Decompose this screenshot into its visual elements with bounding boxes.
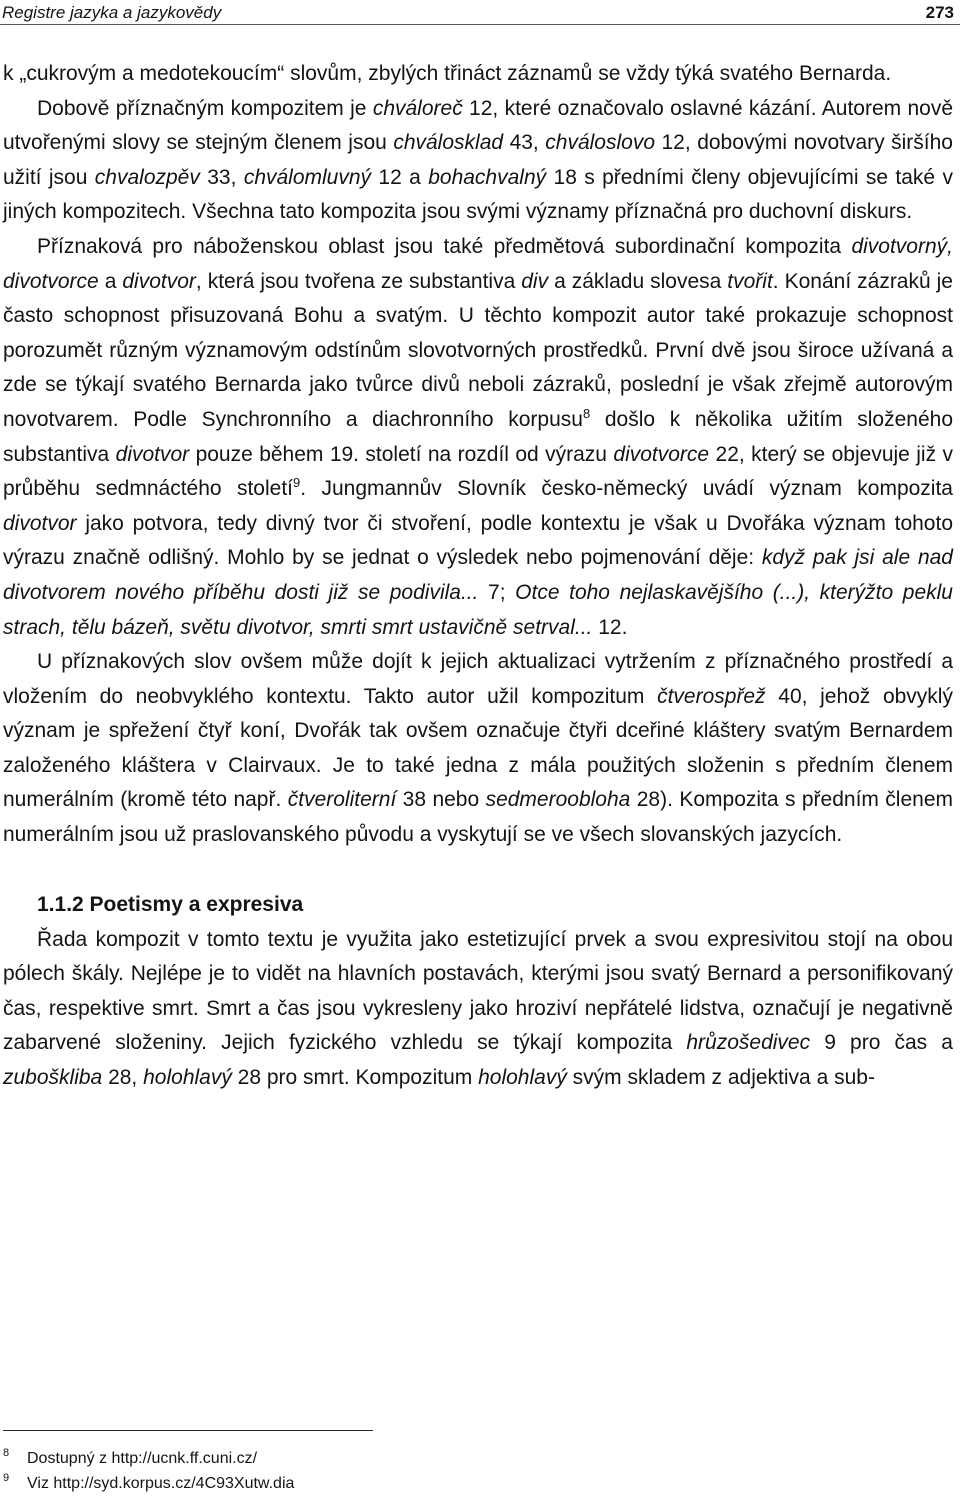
text-run: 28). Kompozita s předním členem numerálním jsou už praslovanského původu a vyskytují se ve všech slovanských jazycích. [3, 788, 953, 847]
text-run: 38 nebo [396, 788, 486, 812]
text-run: 7; [478, 580, 516, 604]
text-run: 12. [592, 615, 628, 639]
paragraph-3 [3, 230, 953, 645]
italic-term: holohlavý [478, 1066, 567, 1090]
footnote-rule [3, 1430, 373, 1431]
text-run: . Jungmannův Slovník česko-německý uvádí význam kompozita [300, 477, 953, 501]
text-run: 22, který se objevuje již v průběhu sedmnáctého století [3, 442, 953, 501]
text-run: 28 pro smrt. Kompozitum [231, 1066, 479, 1090]
text-run: 18 s předními členy objevujícími se také v jiných kompozitech. Všechna tato kompozita jsou svými významy příznačná pro duchovní diskurs. [3, 165, 953, 224]
italic-term: chválosklad [393, 131, 504, 155]
italic-term: čtveroliterní [287, 788, 397, 812]
body-text [3, 57, 953, 1096]
italic-term: holohlavý [143, 1066, 232, 1090]
italic-term: když pak jsi ale nad divotvorem nového příběhu dosti již se podivila... [3, 546, 953, 604]
italic-term: chválomluvný [243, 165, 372, 189]
italic-term: chváloslovo [545, 131, 655, 155]
italic-term: bohachvalný [428, 165, 547, 189]
italic-term: chvalozpěv [94, 165, 200, 189]
text-run: jako potvora, tedy divný tvor či stvoření, podle kontextu je však u Dvořáka význam tohoto výrazu značně odlišný. Mohlo by se jednat o výsledek nebo pojmenování děje: [3, 511, 953, 570]
italic-term: divotvorce [613, 442, 710, 466]
italic-term: zuboškliba [3, 1066, 103, 1090]
text-run: 28, [102, 1066, 144, 1090]
italic-term: div [521, 269, 549, 293]
italic-term: chváloreč [372, 96, 463, 120]
text-run: . Konání zázraků je často schopnost přisuzovaná Bohu a svatým. U těchto kompozit autor také prokazuje schopnost porozumět různým významovým odstínům slovotvorných prostředků. První dvě jsou široce užívaná a zde se týkají svatého Bernarda jako tvůrce divů neboli zázraků, poslední je však zřejmě autorovým novotvarem. Podle Synchronního a diachronního korpusu [3, 269, 953, 431]
paragraph-2 [3, 92, 953, 230]
footnote-number: 9 [3, 1472, 10, 1484]
text-run: Dobově příznačným kompozitem je [37, 96, 373, 120]
italic-term: divotvor [3, 511, 77, 535]
section-heading: 1.1.2 Poetismy a expresiva [37, 892, 304, 916]
text-run: 12, které označovalo oslavné kázání. Autorem nově utvořenými slovy se stejným členem jsou [3, 96, 953, 155]
text-run: 12 a [371, 165, 429, 189]
paragraph-1 [3, 57, 953, 92]
italic-term: hrůzošedivec [686, 1031, 811, 1055]
text-run: pouze během 19. století na rozdíl od výrazu [189, 442, 614, 466]
italic-term: divotvor [122, 269, 196, 293]
text-run: a [98, 269, 123, 293]
italic-term: sedmeroobloha [485, 788, 631, 812]
footnote-text: Viz http://syd.korpus.cz/4C93Xutw.dia [27, 1475, 295, 1492]
italic-term: divotvor [115, 442, 190, 466]
italic-term: čtverospřež [657, 684, 766, 708]
footnote-8 [3, 1449, 257, 1469]
header-rule [0, 24, 960, 25]
running-head: Registre jazyka a jazykovědy [2, 3, 222, 22]
footnote-text: Dostupný z http://ucnk.ff.cuni.cz/ [27, 1450, 258, 1467]
italic-term: tvořit [727, 269, 773, 293]
page-header [2, 0, 954, 26]
text-run: U příznakových slov ovšem může dojít k jejich aktualizaci vytržením z příznačného prostředí a vložením do neobvyklého kontextu. Takto autor užil kompozitum [3, 650, 953, 708]
text-run: a základu slovesa [548, 269, 728, 293]
text-run: Příznaková pro náboženskou oblast jsou také předmětová subordinační kompozita [37, 234, 852, 258]
paragraph-4 [3, 645, 953, 853]
footnote-9 [3, 1474, 294, 1494]
text-run: Řada kompozit v tomto textu je využita jako estetizující prvek a svou expresivitou stojí na obou pólech škály. Nejlépe je to vidět na hlavních postavách, kterými jsou svatý Bernard a personifikovaný čas, respektive smrt. Smrt a čas jsou vykresleny jako hroziví nepřátelé lidstva, označují je negativně zabarvené složeniny. Jejich fyzického vzhledu se týkají kompozita [3, 927, 953, 1055]
text-run: 12, dobovými novotvary širšího užití jsou [3, 131, 953, 189]
text-run: došlo k několika užitím složeného substantiva [3, 407, 953, 466]
footnote-number: 8 [3, 1447, 10, 1459]
text-run: 9 pro čas a [810, 1031, 953, 1055]
text-run: k „cukrovým a medotekoucím“ slovům, zbylých třináct záznamů se vždy týká svatého Bernarda. [3, 62, 892, 85]
italic-term: Otce toho nejlaskavějšího (...), kterýžto peklu strach, tělu bázeň, světu divotvor, smrti smrt ustavičně setrval... [3, 580, 953, 639]
text-run: 40, jehož obvyklý význam je spřežení čtyř koní, Dvořák tak ovšem označuje čtyři dceřiné kláštery svatým Bernardem založeného kláštera v Clairvaux. Je to také jedna z mála použitých složenin s předním členem numerálním (kromě této např. [3, 684, 953, 812]
text-run: svým skladem z adjektiva a sub- [566, 1066, 875, 1090]
section-paragraph [3, 923, 953, 1096]
italic-term: divotvorný, divotvorce [3, 234, 953, 293]
text-run: 43, [503, 131, 546, 155]
text-run: , která jsou tvořena ze substantiva [195, 269, 522, 293]
footnote-reference: 8 [582, 405, 591, 421]
footnote-reference: 9 [293, 475, 301, 491]
text-run: 33, [199, 165, 244, 189]
page-number: 273 [925, 3, 954, 22]
